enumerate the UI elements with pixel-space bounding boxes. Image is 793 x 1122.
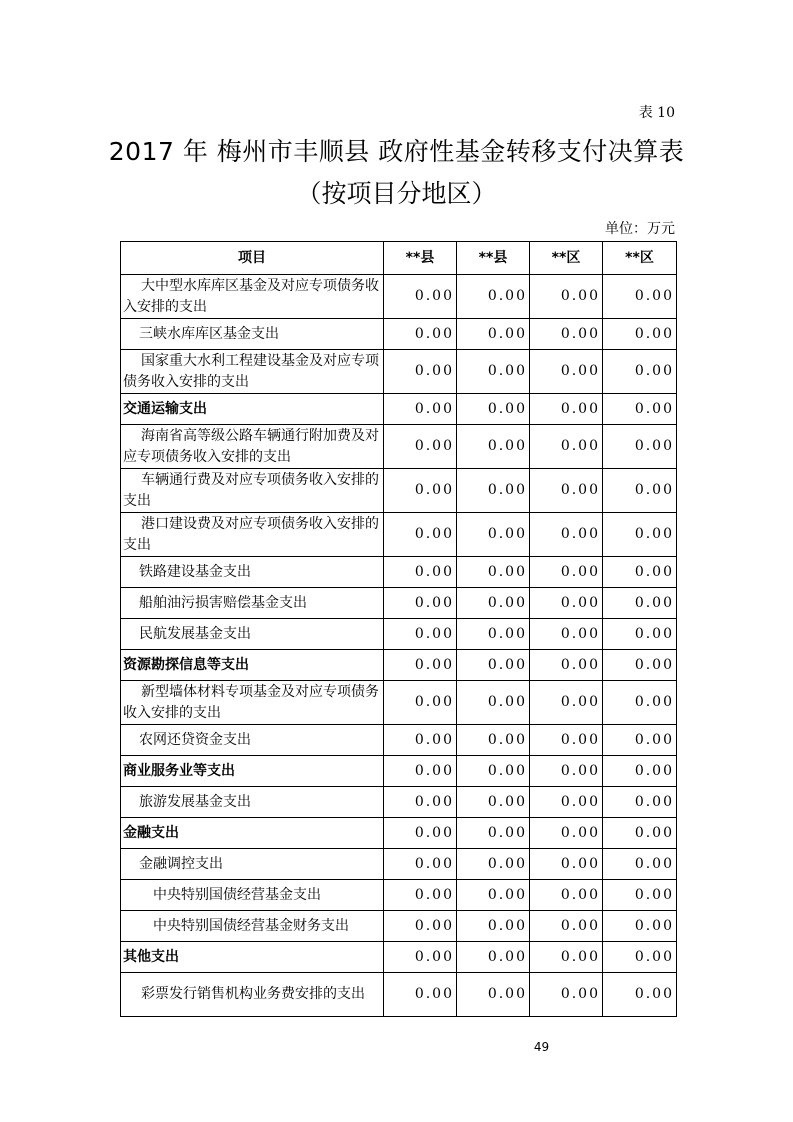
cell-value: 0.00 — [457, 350, 530, 394]
table-row — [121, 849, 677, 880]
table-row — [121, 756, 677, 787]
row-label: 彩票发行销售机构业务费安排的支出 — [121, 973, 384, 1017]
cell-value: 0.00 — [530, 818, 603, 849]
cell-value: 0.00 — [530, 942, 603, 973]
table-row — [121, 513, 677, 557]
cell-value: 0.00 — [530, 588, 603, 619]
cell-value: 0.00 — [530, 725, 603, 756]
fund-transfer-table — [120, 241, 677, 1017]
cell-value: 0.00 — [603, 880, 677, 911]
cell-value: 0.00 — [384, 756, 457, 787]
cell-value: 0.00 — [603, 425, 677, 469]
cell-value: 0.00 — [384, 787, 457, 818]
cell-value: 0.00 — [384, 818, 457, 849]
table-row — [121, 880, 677, 911]
row-label: 港口建设费及对应专项债务收入安排的支出 — [121, 513, 384, 557]
cell-value: 0.00 — [603, 818, 677, 849]
table-row — [121, 319, 677, 350]
cell-value: 0.00 — [603, 350, 677, 394]
row-label: 三峡水库库区基金支出 — [121, 319, 384, 350]
cell-value: 0.00 — [457, 513, 530, 557]
table-row — [121, 787, 677, 818]
cell-value: 0.00 — [603, 469, 677, 513]
cell-value: 0.00 — [457, 818, 530, 849]
cell-value: 0.00 — [530, 350, 603, 394]
cell-value: 0.00 — [530, 880, 603, 911]
cell-value: 0.00 — [603, 619, 677, 650]
column-header-district-2: **区 — [603, 242, 677, 275]
cell-value: 0.00 — [603, 787, 677, 818]
row-label: 金融调控支出 — [121, 849, 384, 880]
cell-value: 0.00 — [530, 681, 603, 725]
cell-value: 0.00 — [530, 394, 603, 425]
cell-value: 0.00 — [457, 973, 530, 1017]
cell-value: 0.00 — [530, 425, 603, 469]
table-row — [121, 973, 677, 1017]
cell-value: 0.00 — [457, 681, 530, 725]
table-row — [121, 588, 677, 619]
cell-value: 0.00 — [530, 973, 603, 1017]
cell-value: 0.00 — [384, 619, 457, 650]
page-subtitle: （按项目分地区） — [296, 179, 497, 208]
row-label: 大中型水库库区基金及对应专项债务收入安排的支出 — [121, 275, 384, 319]
cell-value: 0.00 — [384, 425, 457, 469]
cell-value: 0.00 — [530, 619, 603, 650]
cell-value: 0.00 — [603, 849, 677, 880]
cell-value: 0.00 — [457, 942, 530, 973]
cell-value: 0.00 — [384, 650, 457, 681]
table-row — [121, 681, 677, 725]
cell-value: 0.00 — [457, 849, 530, 880]
table-number-label: 表 10 — [638, 105, 675, 121]
column-header-county-2: **县 — [457, 242, 530, 275]
cell-value: 0.00 — [530, 650, 603, 681]
row-label: 海南省高等级公路车辆通行附加费及对应专项债务收入安排的支出 — [121, 425, 384, 469]
cell-value: 0.00 — [530, 849, 603, 880]
column-header-item: 项目 — [121, 242, 384, 275]
cell-value: 0.00 — [603, 725, 677, 756]
cell-value: 0.00 — [457, 469, 530, 513]
table-row — [121, 557, 677, 588]
cell-value: 0.00 — [603, 557, 677, 588]
cell-value: 0.00 — [457, 619, 530, 650]
cell-value: 0.00 — [457, 588, 530, 619]
cell-value: 0.00 — [603, 973, 677, 1017]
table-row — [121, 818, 677, 849]
page-number: 49 — [533, 1040, 550, 1054]
cell-value: 0.00 — [457, 275, 530, 319]
row-label: 民航发展基金支出 — [121, 619, 384, 650]
row-label: 中央特别国债经营基金财务支出 — [121, 911, 384, 942]
table-row — [121, 725, 677, 756]
cell-value: 0.00 — [530, 756, 603, 787]
cell-value: 0.00 — [384, 275, 457, 319]
cell-value: 0.00 — [384, 681, 457, 725]
cell-value: 0.00 — [384, 588, 457, 619]
row-label: 铁路建设基金支出 — [121, 557, 384, 588]
row-label: 车辆通行费及对应专项债务收入安排的支出 — [121, 469, 384, 513]
cell-value: 0.00 — [603, 275, 677, 319]
row-label: 农网还贷资金支出 — [121, 725, 384, 756]
cell-value: 0.00 — [457, 650, 530, 681]
row-label-category: 商业服务业等支出 — [121, 756, 384, 787]
table-row — [121, 911, 677, 942]
cell-value: 0.00 — [384, 557, 457, 588]
cell-value: 0.00 — [603, 319, 677, 350]
cell-value: 0.00 — [457, 319, 530, 350]
cell-value: 0.00 — [530, 319, 603, 350]
cell-value: 0.00 — [603, 513, 677, 557]
column-header-county-1: **县 — [384, 242, 457, 275]
cell-value: 0.00 — [530, 911, 603, 942]
row-label: 新型墙体材料专项基金及对应专项债务收入安排的支出 — [121, 681, 384, 725]
cell-value: 0.00 — [457, 911, 530, 942]
table-row — [121, 469, 677, 513]
table-header-row — [121, 242, 677, 275]
cell-value: 0.00 — [384, 319, 457, 350]
row-label: 国家重大水利工程建设基金及对应专项债务收入安排的支出 — [121, 350, 384, 394]
cell-value: 0.00 — [603, 756, 677, 787]
cell-value: 0.00 — [530, 469, 603, 513]
cell-value: 0.00 — [384, 725, 457, 756]
cell-value: 0.00 — [384, 513, 457, 557]
cell-value: 0.00 — [603, 588, 677, 619]
cell-value: 0.00 — [603, 681, 677, 725]
cell-value: 0.00 — [603, 942, 677, 973]
table-row — [121, 275, 677, 319]
cell-value: 0.00 — [384, 880, 457, 911]
column-header-district-1: **区 — [530, 242, 603, 275]
table-row — [121, 425, 677, 469]
row-label: 船舶油污损害赔偿基金支出 — [121, 588, 384, 619]
page-title: 2017 年 梅州市丰顺县 政府性基金转移支付决算表 — [108, 137, 685, 166]
table-row — [121, 394, 677, 425]
cell-value: 0.00 — [457, 557, 530, 588]
row-label-category: 金融支出 — [121, 818, 384, 849]
row-label-category: 交通运输支出 — [121, 394, 384, 425]
cell-value: 0.00 — [603, 650, 677, 681]
table-row — [121, 942, 677, 973]
cell-value: 0.00 — [457, 756, 530, 787]
unit-label: 单位：万元 — [605, 221, 675, 237]
cell-value: 0.00 — [457, 880, 530, 911]
row-label-category: 资源勘探信息等支出 — [121, 650, 384, 681]
cell-value: 0.00 — [530, 787, 603, 818]
table-row — [121, 650, 677, 681]
cell-value: 0.00 — [384, 942, 457, 973]
cell-value: 0.00 — [457, 725, 530, 756]
cell-value: 0.00 — [530, 557, 603, 588]
cell-value: 0.00 — [603, 911, 677, 942]
cell-value: 0.00 — [457, 425, 530, 469]
cell-value: 0.00 — [530, 513, 603, 557]
cell-value: 0.00 — [603, 394, 677, 425]
cell-value: 0.00 — [384, 973, 457, 1017]
row-label: 中央特别国债经营基金支出 — [121, 880, 384, 911]
cell-value: 0.00 — [530, 275, 603, 319]
table-row — [121, 619, 677, 650]
cell-value: 0.00 — [384, 469, 457, 513]
cell-value: 0.00 — [457, 394, 530, 425]
cell-value: 0.00 — [457, 787, 530, 818]
cell-value: 0.00 — [384, 849, 457, 880]
row-label: 旅游发展基金支出 — [121, 787, 384, 818]
table-row — [121, 350, 677, 394]
cell-value: 0.00 — [384, 911, 457, 942]
cell-value: 0.00 — [384, 350, 457, 394]
row-label-category: 其他支出 — [121, 942, 384, 973]
cell-value: 0.00 — [384, 394, 457, 425]
